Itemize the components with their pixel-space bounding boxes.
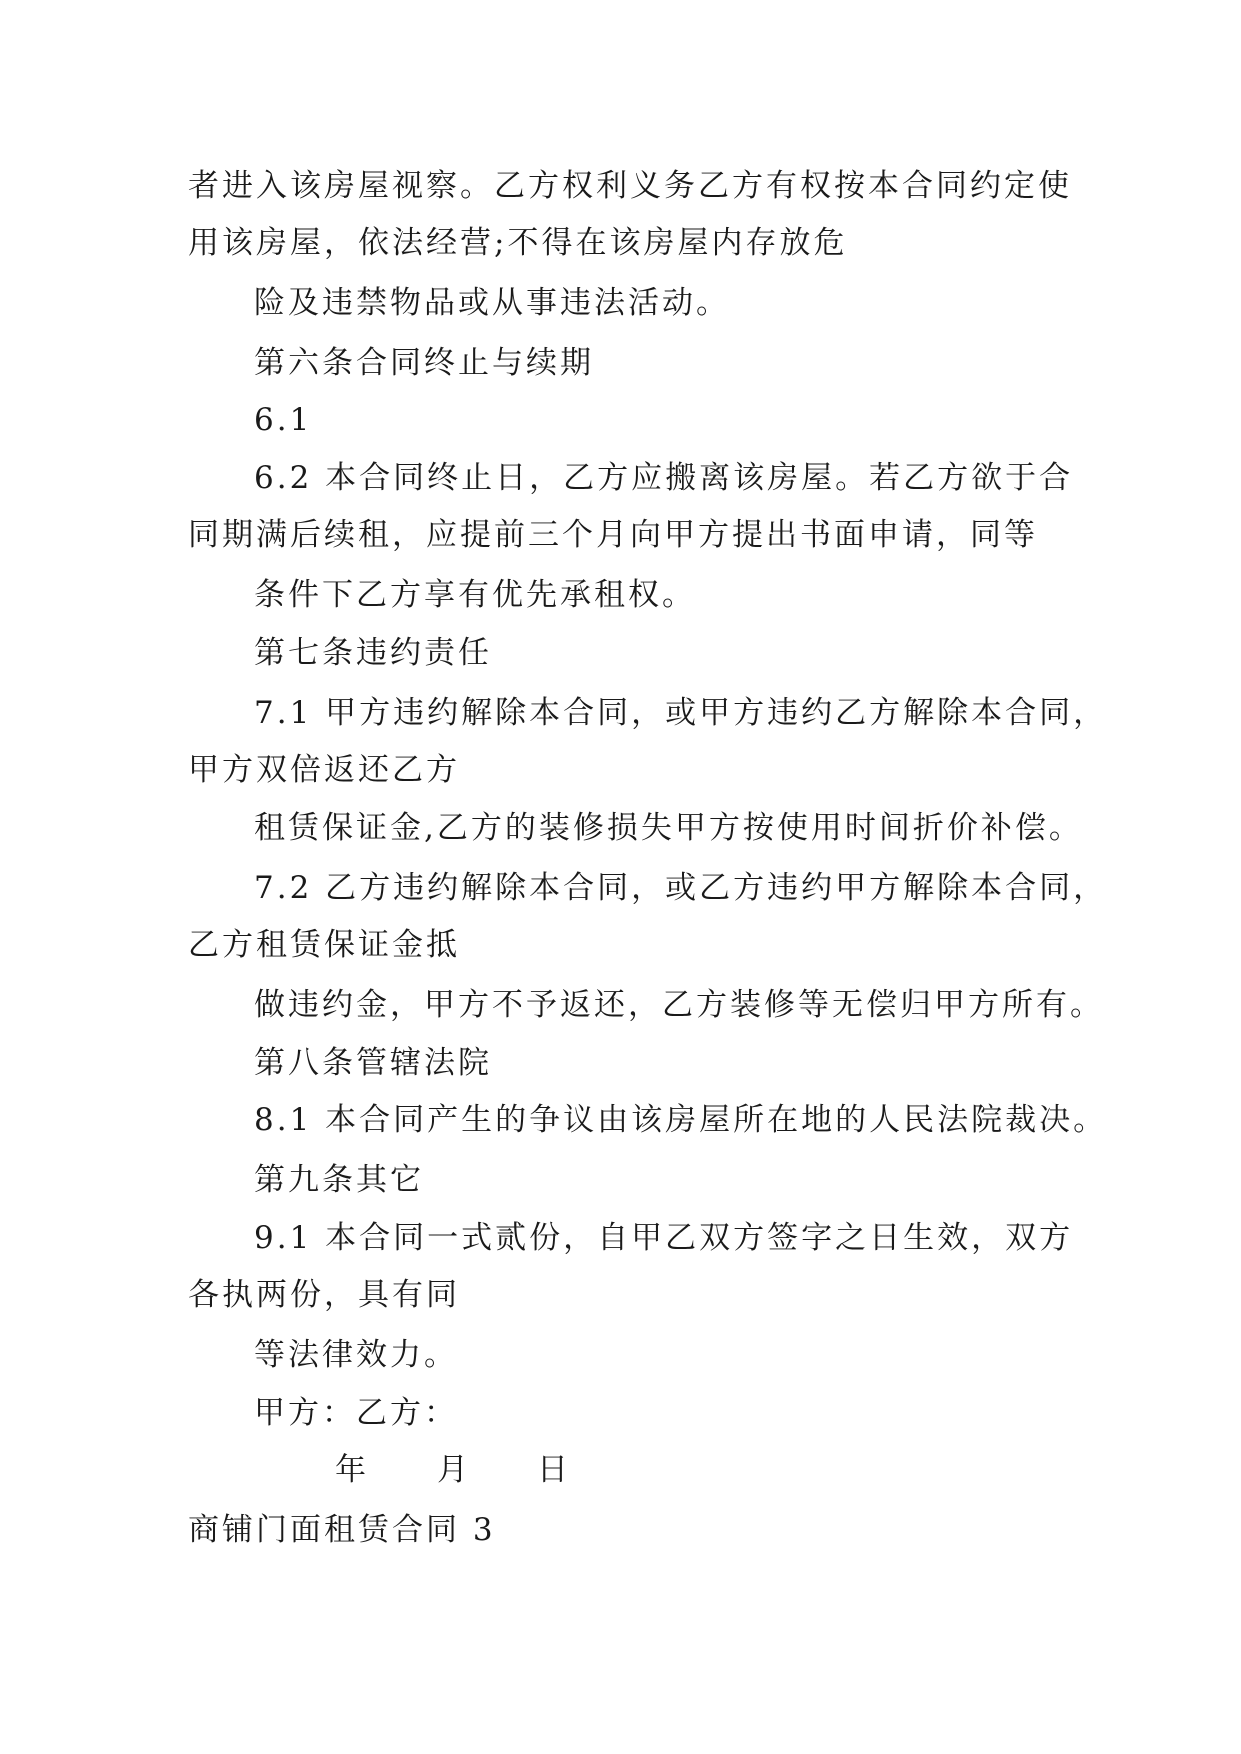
- paragraph-line: 条件下乙方享有优先承租权。: [254, 577, 696, 613]
- date-month: 月: [437, 1452, 471, 1488]
- paragraph-line: 等法律效力。: [254, 1337, 458, 1373]
- paragraph-line: 做违约金，甲方不予返还，乙方装修等无偿归甲方所有。: [254, 987, 1104, 1023]
- section-heading: 第六条合同终止与续期: [254, 345, 594, 381]
- paragraph-line: 险及违禁物品或从事违法活动。: [254, 285, 730, 321]
- date-year: 年: [335, 1452, 369, 1488]
- section-heading: 第七条违约责任: [254, 635, 492, 671]
- paragraph-line: 同期满后续租，应提前三个月向甲方提出书面申请，同等: [188, 517, 1038, 553]
- paragraph-line: 乙方租赁保证金抵: [188, 927, 460, 963]
- paragraph-line: 者进入该房屋视察。乙方权利义务乙方有权按本合同约定使: [188, 168, 1072, 204]
- section-heading: 第八条管辖法院: [254, 1045, 492, 1081]
- paragraph-line: 租赁保证金,乙方的装修损失甲方按使用时间折价补偿。: [254, 810, 1083, 846]
- paragraph-line: 8.1 本合同产生的争议由该房屋所在地的人民法院裁决。: [254, 1102, 1108, 1138]
- date-day: 日: [537, 1452, 571, 1488]
- next-document-title: 商铺门面租赁合同 3: [188, 1512, 496, 1548]
- paragraph-line: 甲方双倍返还乙方: [188, 752, 460, 788]
- paragraph-line: 7.2 乙方违约解除本合同，或乙方违约甲方解除本合同，: [254, 870, 1108, 906]
- section-heading: 第九条其它: [254, 1162, 424, 1198]
- signature-parties: 甲方：乙方：: [254, 1395, 458, 1431]
- paragraph-line: 7.1 甲方违约解除本合同，或甲方违约乙方解除本合同，: [254, 695, 1108, 731]
- paragraph-line: 6.2 本合同终止日，乙方应搬离该房屋。若乙方欲于合: [254, 460, 1074, 496]
- paragraph-line: 用该房屋，依法经营;不得在该房屋内存放危: [188, 225, 848, 261]
- clause-number: 6.1: [254, 402, 313, 438]
- paragraph-line: 各执两份，具有同: [188, 1277, 460, 1313]
- paragraph-line: 9.1 本合同一式贰份，自甲乙双方签字之日生效，双方: [254, 1220, 1074, 1256]
